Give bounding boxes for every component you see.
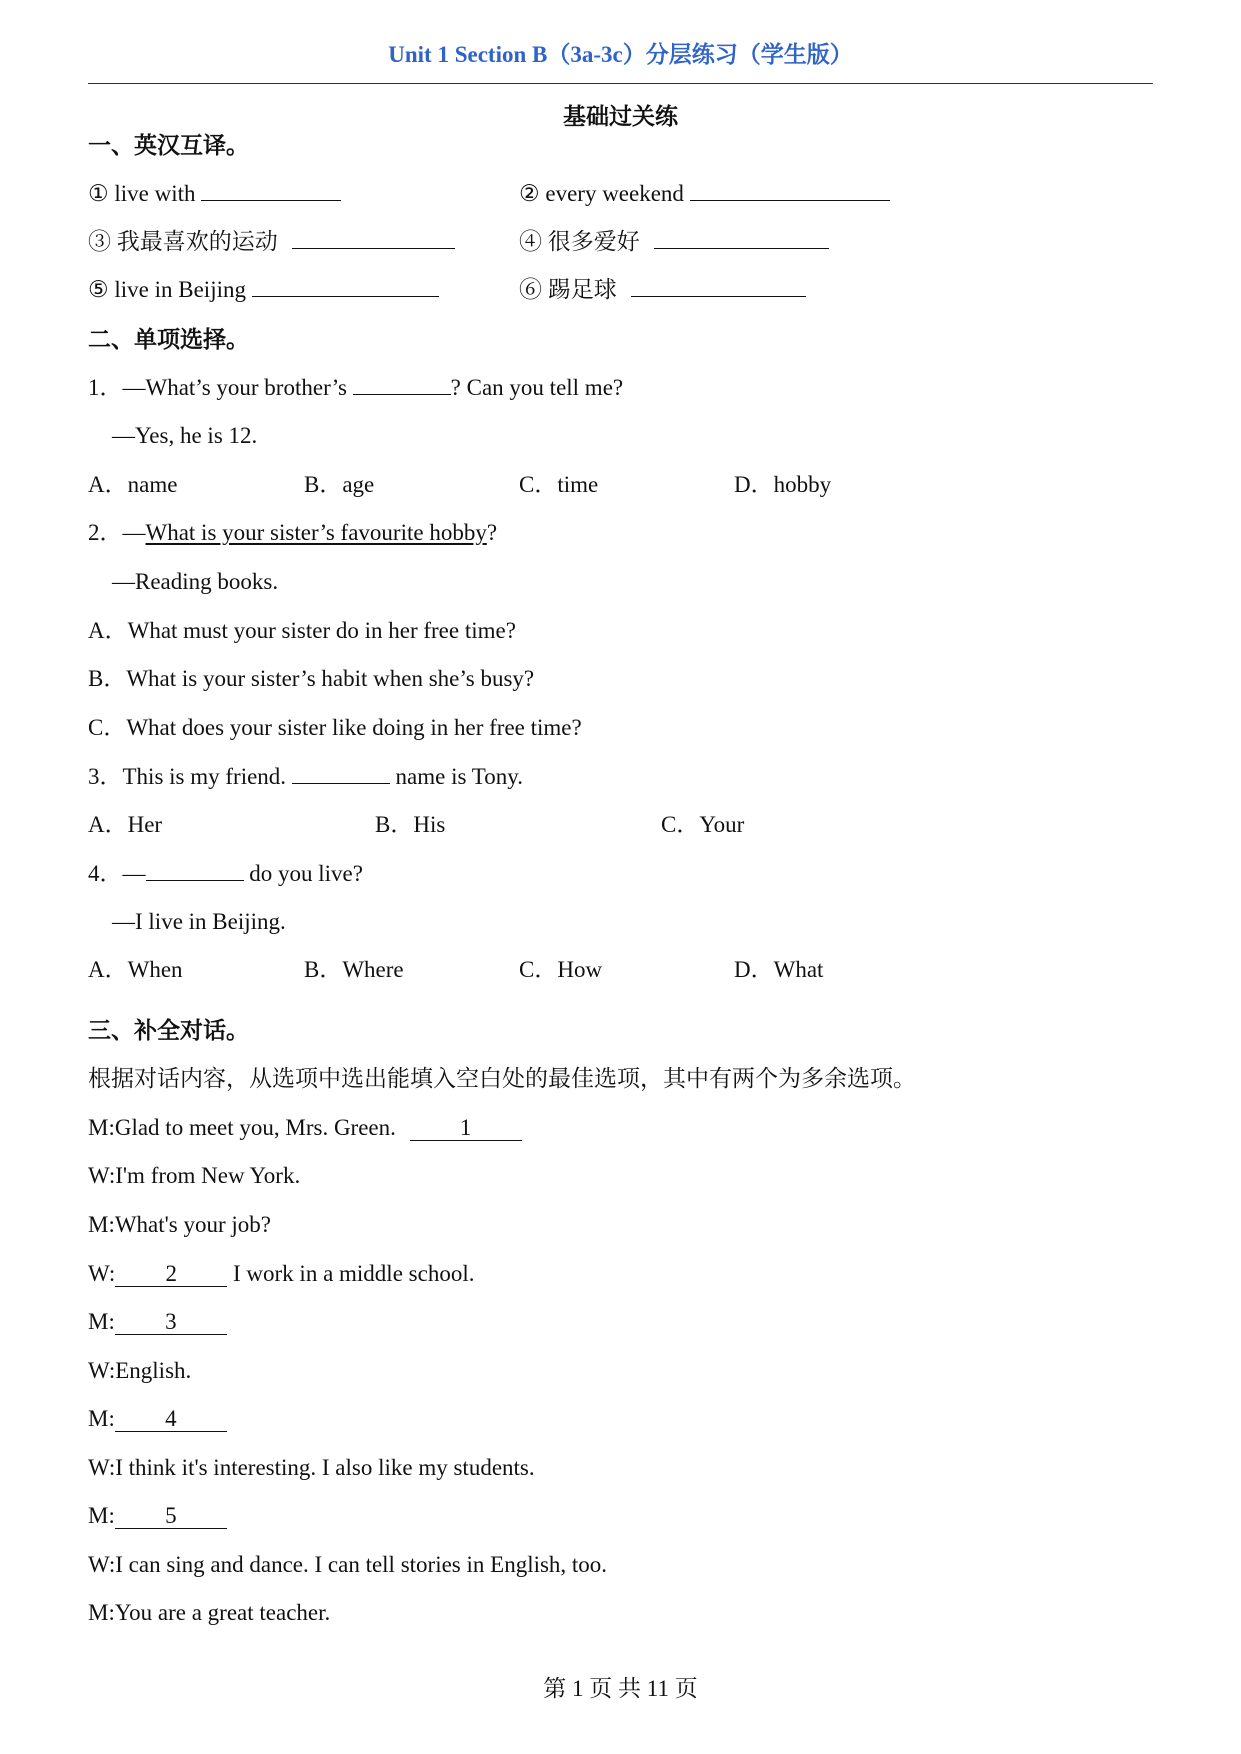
dialogue-line-8: W:I think it's interesting. I also like my students.: [88, 1455, 535, 1480]
q3-option-c[interactable]: C．Your: [661, 812, 745, 837]
item-number: ②: [519, 181, 540, 206]
question-text: ?: [486, 520, 498, 545]
item-number: ①: [88, 181, 109, 206]
item-text: 我最喜欢的运动: [116, 229, 278, 254]
item-number: ⑥: [519, 277, 542, 302]
question-text: 4．—: [88, 861, 146, 886]
answer-blank[interactable]: [353, 372, 451, 395]
question-2-reply: —Reading books.: [112, 569, 279, 594]
part2-heading: 二、单项选择。: [88, 327, 249, 352]
item-text: 踢足球: [547, 277, 617, 302]
dialogue-line-9: [88, 1501, 227, 1531]
part1-heading: 一、英汉互译。: [88, 133, 249, 158]
dialogue-line-7: [88, 1404, 227, 1434]
header-divider: [88, 83, 1153, 84]
dialogue-blank-3[interactable]: 3: [115, 1310, 227, 1335]
question-text: name is Tony.: [395, 764, 523, 789]
question-1-reply: —Yes, he is 12.: [112, 423, 258, 448]
translate-item-6: [519, 274, 806, 305]
q1-option-b[interactable]: B．age: [304, 472, 375, 497]
page-header-title: Unit 1 Section B（3a-3c）分层练习（学生版）: [388, 42, 853, 67]
dialogue-line-5: [88, 1307, 227, 1337]
answer-blank[interactable]: [146, 858, 244, 881]
q4-option-a[interactable]: A．When: [88, 957, 183, 982]
translate-item-4: [519, 226, 829, 257]
answer-blank[interactable]: [654, 226, 829, 249]
part3-heading: 三、补全对话。: [88, 1018, 249, 1043]
question-text: 1．—What’s your brother’s: [88, 375, 347, 400]
question-text: ? Can you tell me?: [450, 375, 624, 400]
answer-blank[interactable]: [631, 274, 806, 297]
dialogue-line-10: W:I can sing and dance. I can tell stories in English, too.: [88, 1552, 608, 1577]
dialogue-blank-5[interactable]: 5: [115, 1504, 227, 1529]
answer-blank[interactable]: [252, 274, 439, 297]
dialogue-text: M:: [88, 1309, 115, 1334]
question-4: [88, 858, 363, 889]
q1-option-c[interactable]: C．time: [519, 472, 599, 497]
item-text: live with: [114, 181, 196, 206]
translate-item-1: [88, 178, 341, 209]
item-number: ⑤: [88, 277, 109, 302]
dialogue-text: W:: [88, 1261, 116, 1286]
dialogue-text: M:: [88, 1503, 115, 1528]
item-text: 很多爱好: [547, 229, 640, 254]
page-footer: 第 1 页 共 11 页: [543, 1676, 698, 1701]
translate-item-3: [88, 226, 455, 257]
dialogue-line-3: M:What's your job?: [88, 1212, 272, 1237]
dialogue-line-6: W:English.: [88, 1358, 192, 1383]
q1-option-d[interactable]: D．hobby: [734, 472, 832, 497]
q4-option-d[interactable]: D．What: [734, 957, 824, 982]
item-number: ③: [88, 229, 111, 254]
dialogue-blank-4[interactable]: 4: [115, 1407, 227, 1432]
translate-item-2: [519, 178, 890, 209]
underlined-part: What is your sister’s favourite hobby: [145, 520, 487, 545]
question-1: [88, 372, 623, 403]
question-3: [88, 761, 523, 792]
dialogue-line-1: [88, 1113, 522, 1143]
item-text: live in Beijing: [114, 277, 246, 302]
dialogue-line-2: W:I'm from New York.: [88, 1163, 301, 1188]
translate-item-5: [88, 274, 439, 305]
item-text: every weekend: [545, 181, 684, 206]
question-2: [88, 518, 497, 548]
q2-option-a[interactable]: A．What must your sister do in her free time?: [88, 618, 516, 643]
answer-blank[interactable]: [201, 178, 341, 201]
part3-instruction: 根据对话内容，从选项中选出能填入空白处的最佳选项，其中有两个为多余选项。: [88, 1066, 916, 1091]
answer-blank[interactable]: [292, 761, 390, 784]
q2-option-b[interactable]: B．What is your sister’s habit when she’s busy?: [88, 666, 535, 691]
dialogue-blank-1[interactable]: 1: [410, 1116, 522, 1141]
q3-option-a[interactable]: A．Her: [88, 812, 163, 837]
dialogue-line-4: [88, 1259, 474, 1289]
q4-option-b[interactable]: B．Where: [304, 957, 404, 982]
answer-blank[interactable]: [690, 178, 890, 201]
dialogue-text: M:: [88, 1406, 115, 1431]
dialogue-text: I work in a middle school.: [233, 1261, 475, 1286]
dialogue-blank-2[interactable]: 2: [115, 1262, 227, 1287]
item-number: ④: [519, 229, 542, 254]
dialogue-line-11: M:You are a great teacher.: [88, 1600, 331, 1625]
q1-option-a[interactable]: A．name: [88, 472, 178, 497]
section-title: 基础过关练: [563, 104, 678, 129]
q4-option-c[interactable]: C．How: [519, 957, 603, 982]
question-4-reply: —I live in Beijing.: [112, 909, 286, 934]
answer-blank[interactable]: [292, 226, 455, 249]
question-text: do you live?: [249, 861, 363, 886]
q3-option-b[interactable]: B．His: [375, 812, 446, 837]
q2-option-c[interactable]: C．What does your sister like doing in her free time?: [88, 715, 582, 740]
question-text: 3．This is my friend.: [88, 764, 287, 789]
question-text: 2．—: [88, 520, 146, 545]
dialogue-text: M:Glad to meet you, Mrs. Green.: [88, 1115, 396, 1140]
